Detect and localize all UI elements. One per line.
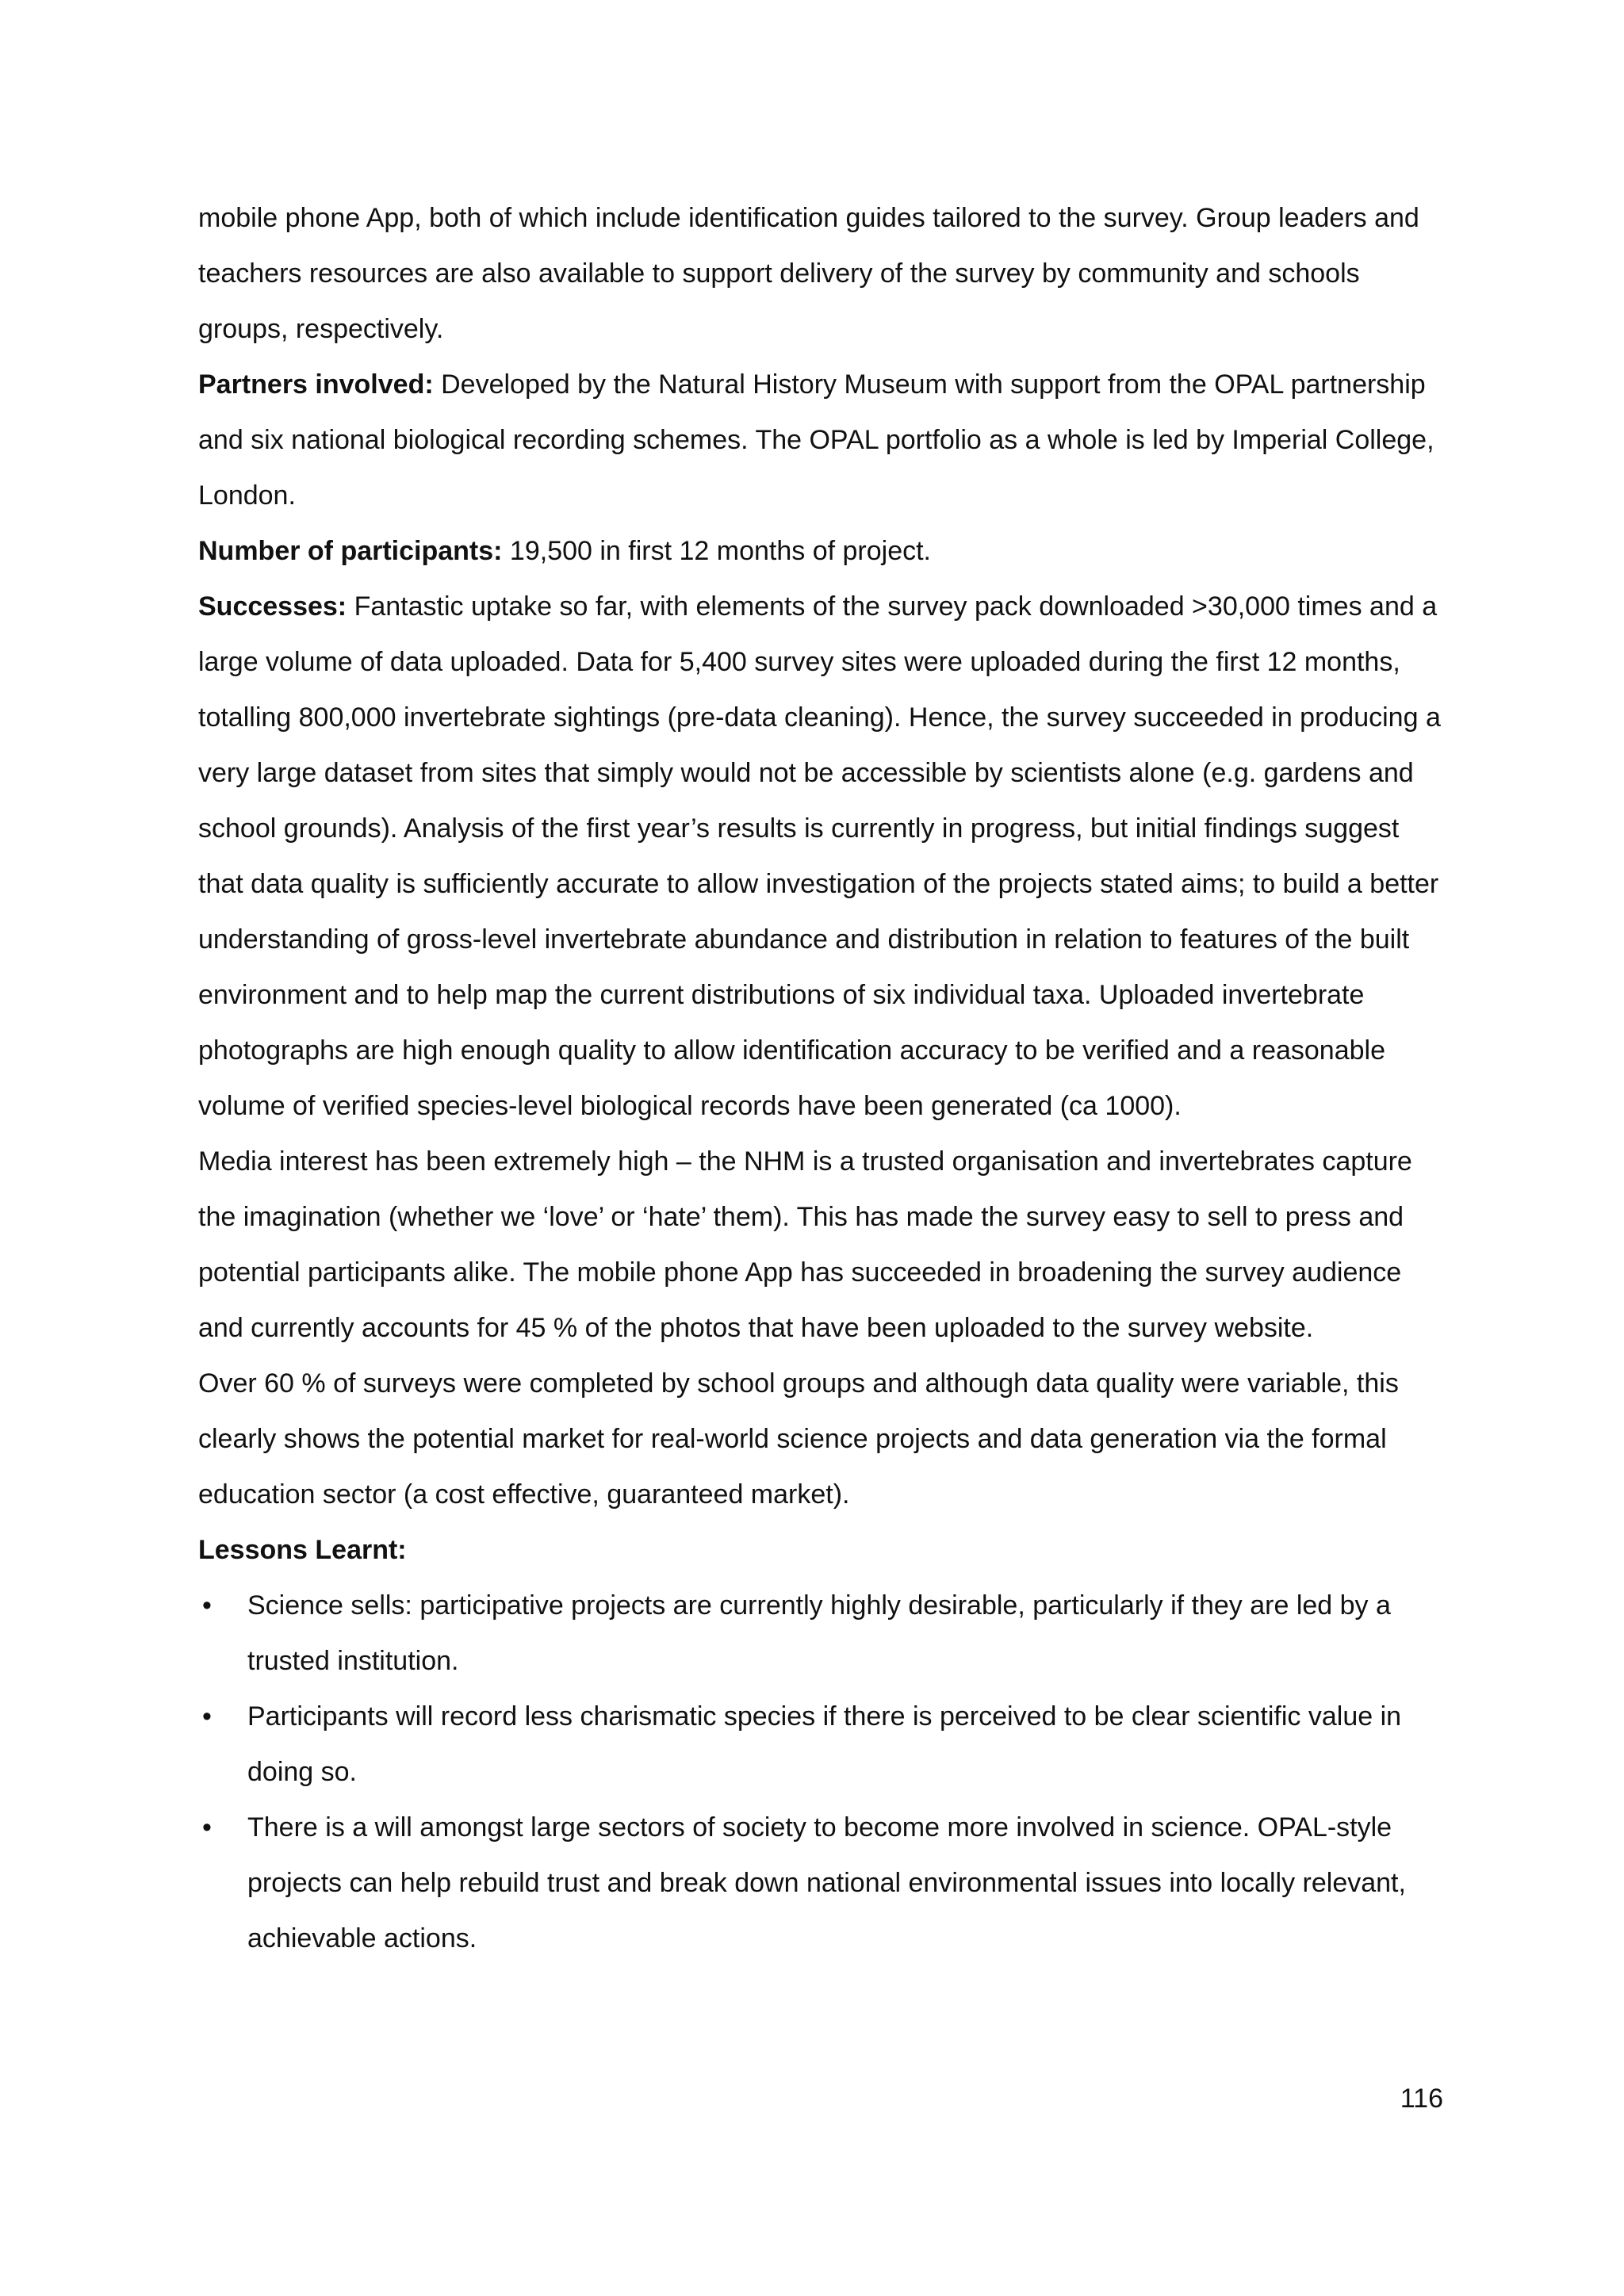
partners-paragraph [198, 357, 1443, 523]
list-item [198, 1689, 1443, 1800]
schools-paragraph: Over 60 % of surveys were completed by school groups and although data quality were variable, this clearly shows the potential market for real-world science projects and data generation via the formal education sector (a cost effective, guaranteed market). [198, 1368, 1399, 1510]
participants-paragraph [198, 523, 1443, 579]
bullet-icon: • [202, 1701, 212, 1732]
lesson-text: There is a will amongst large sectors of society to become more involved in science. OPAL-style projects can help rebuild trust and break down national environmental issues into locally relevant, achievable actions. [247, 1812, 1406, 1954]
lessons-list [198, 1578, 1443, 1966]
successes-text: Fantastic uptake so far, with elements of the survey pack downloaded >30,000 times and a large volume of data uploaded. Data for 5,400 survey sites were uploaded during the first 12 months, totalling 800,000 invertebrate sightings (pre-data cleaning). Hence, the survey succeeded in producing a very large dataset from sites that simply would not be accessible by scientists alone (e.g. gardens and school grounds). Analysis of the first year’s results is currently in progress, but initial findings suggest that data quality is sufficiently accurate to allow investigation of the projects stated aims; to build a better understanding of gross-level invertebrate abundance and distribution in relation to features of the built environment and to help map the current distributions of six individual taxa. Uploaded invertebrate photographs are high enough quality to allow identification accuracy to be verified and a reasonable volume of verified species-level biological records have been generated (ca 1000). [198, 591, 1441, 1121]
successes-paragraph [198, 579, 1443, 1134]
page-content [198, 190, 1443, 1966]
participants-label: Number of participants: [198, 536, 503, 566]
list-item [198, 1578, 1443, 1689]
lessons-heading: Lessons Learnt: [198, 1535, 407, 1565]
participants-text: 19,500 in first 12 months of project. [502, 536, 931, 566]
intro-paragraph: mobile phone App, both of which include identification guides tailored to the survey. Group leaders and teachers resources are also available to support delivery of the survey by community and schools groups, respectively. [198, 203, 1419, 344]
partners-text: Developed by the Natural History Museum with support from the OPAL partnership and six national biological recording schemes. The OPAL portfolio as a whole is led by Imperial College, London. [198, 369, 1434, 511]
media-paragraph: Media interest has been extremely high – the NHM is a trusted organisation and invertebrates capture the imagination (whether we ‘love’ or ‘hate’ them). This has made the survey easy to sell to press and potential participants alike. The mobile phone App has succeeded in broadening the survey audience and currently accounts for 45 % of the photos that have been uploaded to the survey website. [198, 1146, 1412, 1343]
lesson-text: Participants will record less charismatic species if there is perceived to be clear scientific value in doing so. [247, 1701, 1402, 1787]
page-number: 116 [1400, 2084, 1443, 2114]
bullet-icon: • [202, 1812, 212, 1843]
lesson-text: Science sells: participative projects are currently highly desirable, particularly if they are led by a trusted institution. [247, 1590, 1391, 1676]
list-item [198, 1800, 1443, 1966]
partners-label: Partners involved: [198, 369, 434, 400]
bullet-icon: • [202, 1590, 212, 1621]
successes-label: Successes: [198, 591, 347, 622]
